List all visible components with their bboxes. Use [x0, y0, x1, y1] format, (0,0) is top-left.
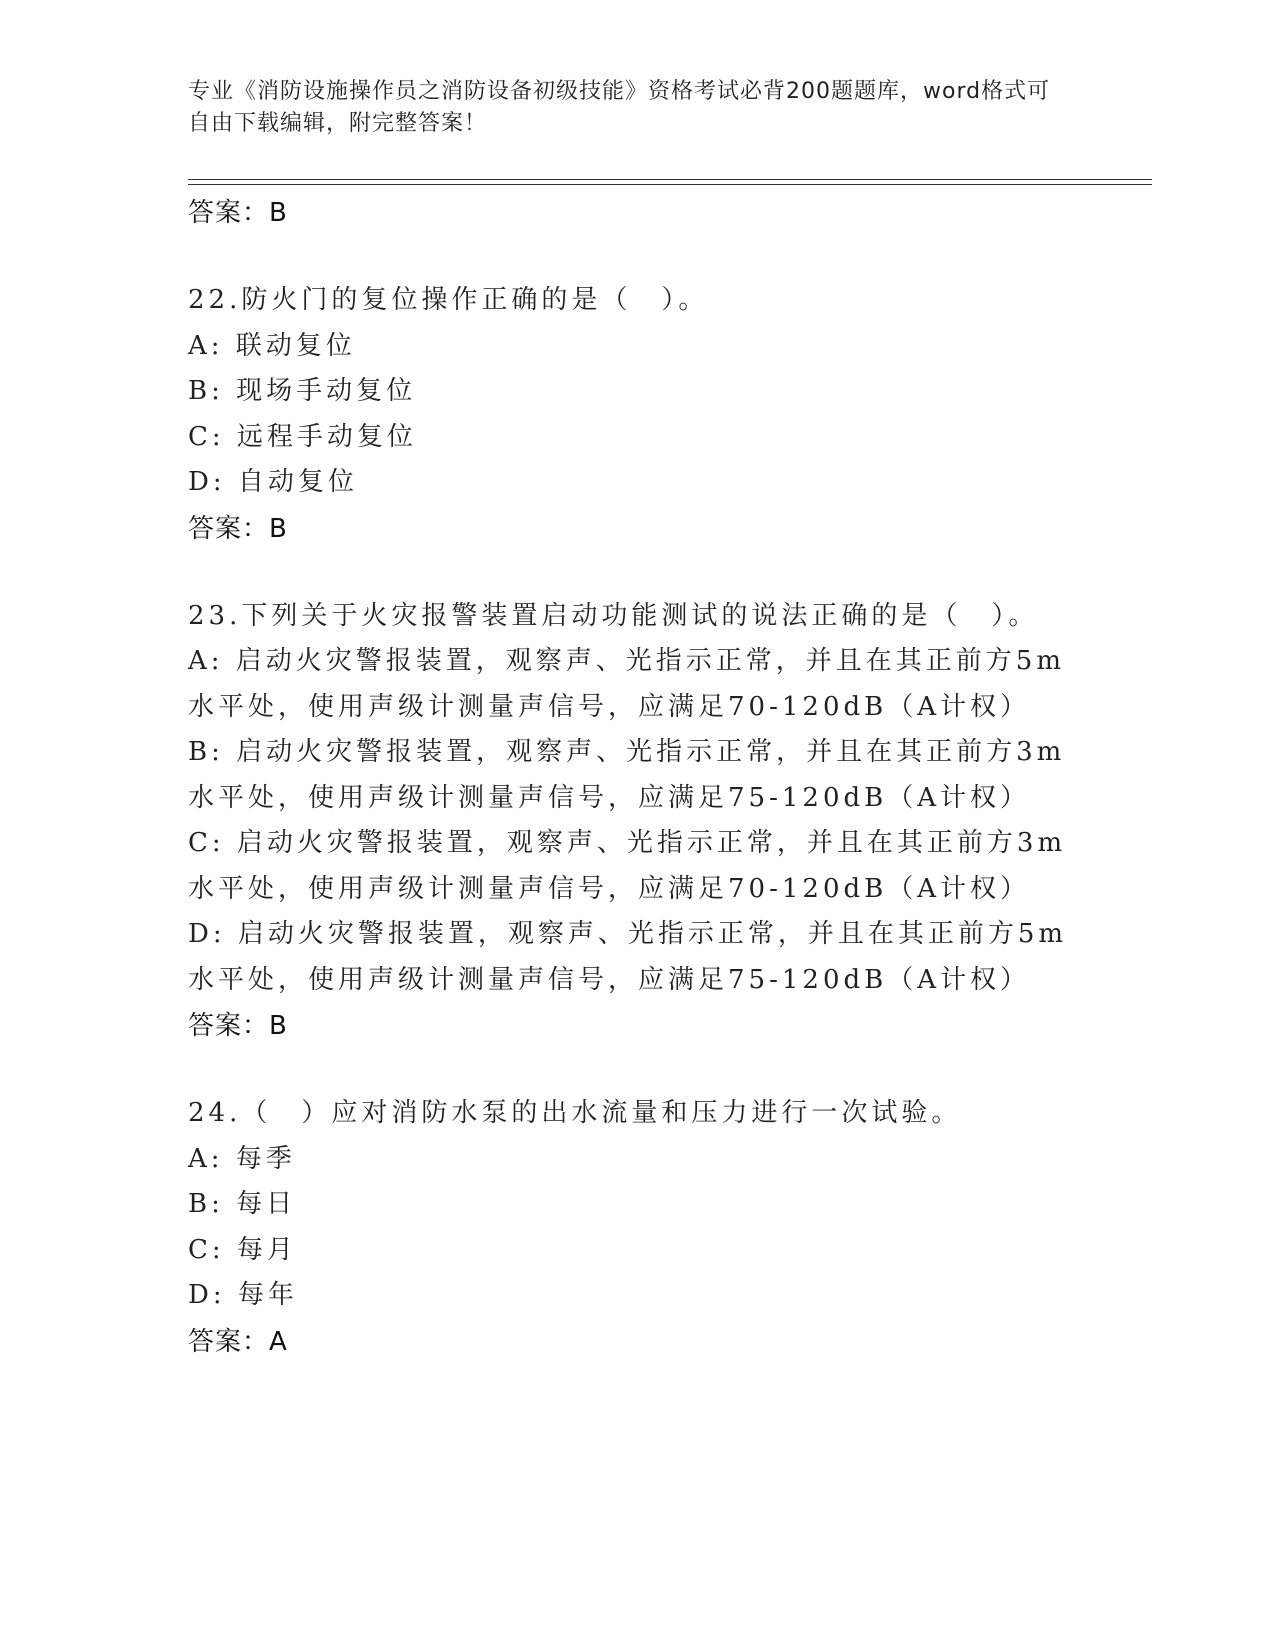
option-c: C: 远程手动复位 [188, 421, 417, 452]
option-c: C: 启动火灾警报装置，观察声、光指示正常，并且在其正前方3m水平处，使用声级计测量声信号，应满足70-120dB（A计权） [188, 828, 1067, 904]
option-b: B: 启动火灾警报装置，观察声、光指示正常，并且在其正前方3m水平处，使用声级计测量声信号，应满足75-120dB（A计权） [188, 737, 1066, 813]
option-d: D: 自动复位 [188, 467, 358, 497]
question-title: 22.防火门的复位操作正确的是（ ）。 [188, 285, 709, 315]
option-a: A: 启动火灾警报装置，观察声、光指示正常，并且在其正前方5m水平处，使用声级计测量声信号，应满足70-120dB（A计权） [188, 646, 1065, 722]
option-c: C: 每月 [188, 1234, 297, 1265]
option-a: A: 每季 [188, 1143, 296, 1174]
header-rule-top [188, 179, 1152, 180]
question-list [188, 190, 1088, 1365]
question-24 [188, 1091, 1088, 1365]
header-rule-bottom [188, 184, 1152, 185]
option-a: A: 联动复位 [188, 330, 356, 361]
option-d: D: 每年 [188, 1280, 298, 1310]
document-header: 专业《消防设施操作员之消防设备初级技能》资格考试必背200题题库，word格式可自由下载编辑，附完整答案！ [188, 79, 1051, 136]
option-b: B: 每日 [188, 1189, 297, 1219]
answer-line: 答案：B [188, 198, 288, 228]
question-22 [188, 278, 1088, 552]
question-title: 23.下列关于火灾报警装置启动功能测试的说法正确的是（ ）。 [188, 600, 1039, 631]
option-d: D: 启动火灾警报装置，观察声、光指示正常，并且在其正前方5m水平处，使用声级计测量声信号，应满足75-120dB（A计权） [188, 919, 1068, 995]
option-b: B: 现场手动复位 [188, 376, 417, 406]
answer-line: 答案：B [188, 1011, 288, 1041]
question-23 [188, 594, 1088, 1050]
answer-line: 答案：A [188, 1326, 288, 1357]
answer-line: 答案：B [188, 513, 288, 544]
question-title: 24.（ ）应对消防水泵的出水流量和压力进行一次试验。 [188, 1098, 962, 1128]
